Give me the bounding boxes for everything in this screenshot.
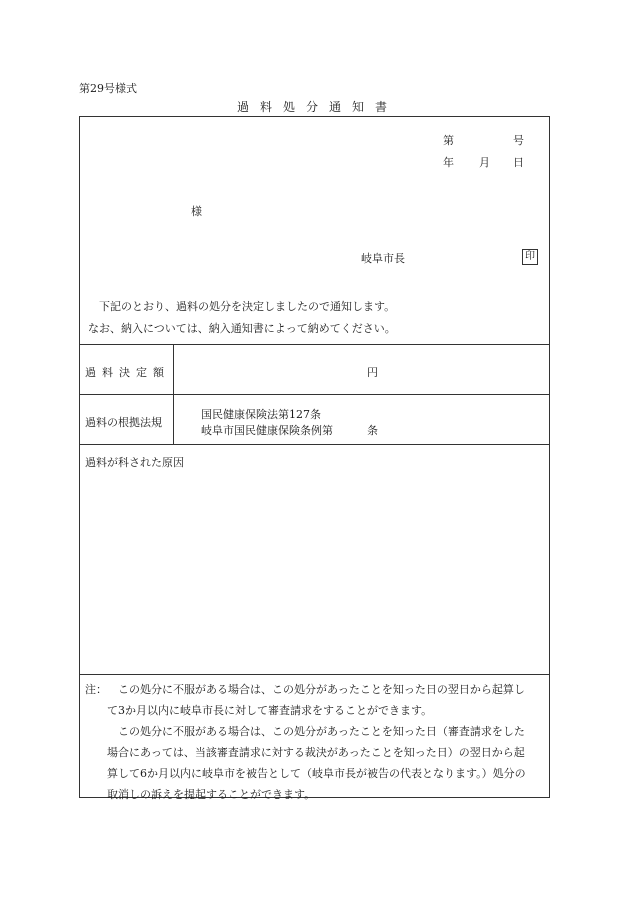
law-line-1: 国民健康保険法第127条	[201, 408, 321, 421]
note-2-line-2: 場合にあっては、当該審査請求に対する裁決があったことを知った日）の翌日から起	[107, 746, 525, 759]
law-line-2-prefix: 岐阜市国民健康保険条例第	[201, 424, 333, 437]
note-2-line-1: この処分に不服がある場合は、この処分があったことを知った日（審査請求をした	[118, 725, 525, 738]
intro-line-1: 下記のとおり、過料の処分を決定しましたので通知します。	[99, 300, 396, 313]
seal-mark: 印	[522, 249, 538, 265]
divider-law	[80, 444, 549, 445]
divider-amount	[80, 394, 549, 395]
date-month: 月	[479, 156, 490, 169]
reason-label: 過料が科された原因	[85, 456, 184, 469]
form-frame	[79, 116, 550, 801]
sender-name: 岐阜市長	[361, 252, 405, 265]
addressee-suffix: 様	[191, 205, 202, 218]
note-1-line-1: この処分に不服がある場合は、この処分があったことを知った日の翌日から起算し	[118, 683, 525, 696]
divider-reason	[80, 674, 549, 675]
notes-label: 注：	[85, 683, 107, 696]
intro-line-2: なお、納入については、納入通知書によって納めてください。	[88, 322, 396, 335]
number-prefix: 第	[443, 134, 454, 147]
number-suffix: 号	[513, 134, 524, 147]
amount-label: 過料決定額	[85, 366, 170, 379]
note-1-line-2: て3か月以内に岐阜市長に対して審査請求をすることができます。	[107, 704, 433, 717]
label-column-divider	[173, 344, 174, 444]
amount-unit: 円	[367, 366, 378, 379]
form-number: 第29号様式	[79, 82, 137, 95]
note-2-line-3: 算して6か月以内に岐阜市を被告として（岐阜市長が被告の代表となります。）処分の	[107, 767, 526, 780]
law-label: 過料の根拠法規	[85, 416, 162, 429]
document-title: 過料処分通知書	[237, 100, 399, 114]
law-line-2-suffix: 条	[367, 424, 378, 437]
date-day: 日	[513, 156, 524, 169]
date-year: 年	[443, 156, 454, 169]
note-2-line-4: 取消しの訴えを提起することができます。	[107, 788, 316, 801]
divider-header	[80, 344, 549, 345]
